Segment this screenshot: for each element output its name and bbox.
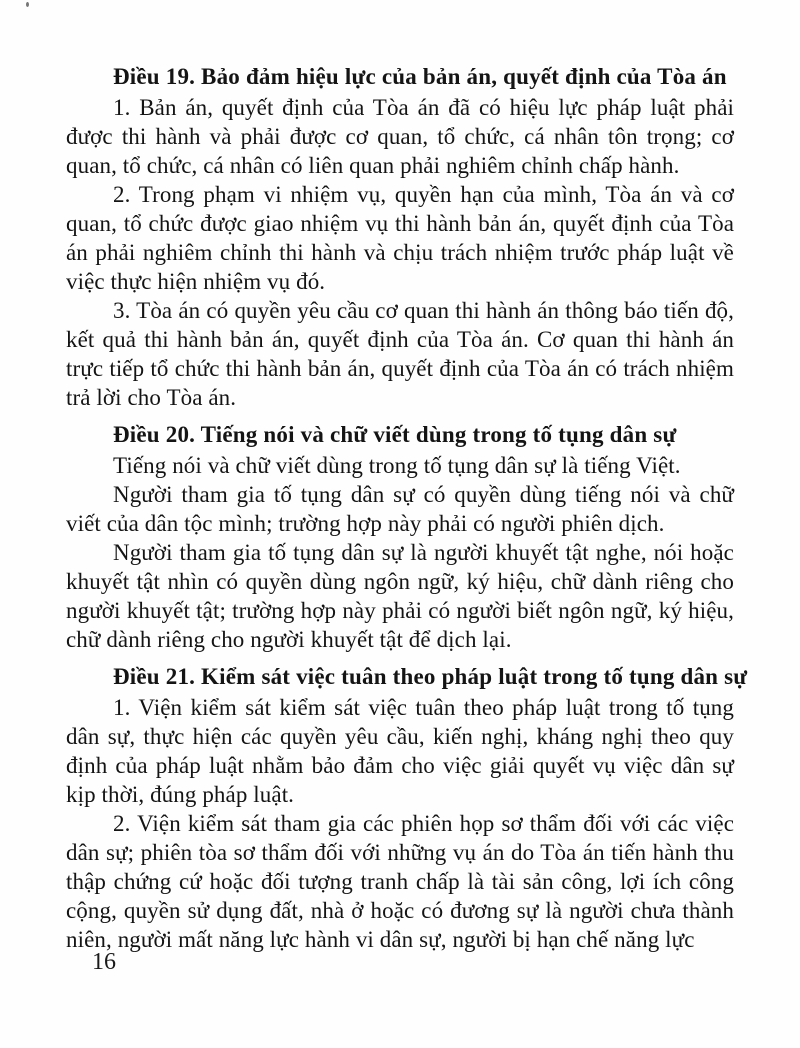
page-number: 16	[92, 949, 116, 975]
article-paragraph: 2. Viện kiểm sát tham gia các phiên họp sơ thẩm đối với các việc dân sự; phiên tòa sơ thẩm đối với những vụ án do Tòa án tiến hành thu thập chứng cứ hoặc đối tượng tranh chấp là tài sản công, lợi ích công cộng, quyền sử dụng đất, nhà ở hoặc có đương sự là người chưa thành niên, người mất năng lực hành vi dân sự, người bị hạn chế năng lực	[66, 811, 734, 952]
article-paragraph: Tiếng nói và chữ viết dùng trong tố tụng dân sự là tiếng Việt.	[113, 453, 681, 478]
article-paragraph: Người tham gia tố tụng dân sự là người khuyết tật nghe, nói hoặc khuyết tật nhìn có quyền dùng ngôn ngữ, ký hiệu, chữ dành riêng cho người khuyết tật; trường hợp này phải có người biết ngôn ngữ, ký hiệu, chữ dành riêng cho người khuyết tật để dịch lại.	[66, 540, 734, 652]
article-paragraph: 1. Bản án, quyết định của Tòa án đã có hiệu lực pháp luật phải được thi hành và phải được cơ quan, tổ chức, cá nhân tôn trọng; cơ quan, tổ chức, cá nhân có liên quan phải nghiêm chỉnh chấp hành.	[66, 95, 734, 178]
article-section-21	[66, 662, 748, 954]
article-paragraph: 3. Tòa án có quyền yêu cầu cơ quan thi hành án thông báo tiến độ, kết quả thi hành bản án, quyết định của Tòa án. Cơ quan thi hành án trực tiếp tổ chức thi hành bản án, quyết định của Tòa án có trách nhiệm trả lời cho Tòa án.	[66, 298, 734, 410]
article-paragraph: Người tham gia tố tụng dân sự có quyền dùng tiếng nói và chữ viết của dân tộc mình; trường hợp này phải có người phiên dịch.	[66, 482, 734, 536]
article-heading: Điều 20. Tiếng nói và chữ viết dùng trong tố tụng dân sự	[113, 422, 677, 447]
article-heading: Điều 19. Bảo đảm hiệu lực của bản án, quyết định của Tòa án	[113, 64, 727, 89]
article-heading: Điều 21. Kiểm sát việc tuân theo pháp luật trong tố tụng dân sự	[113, 664, 748, 689]
article-paragraph: 2. Trong phạm vi nhiệm vụ, quyền hạn của mình, Tòa án và cơ quan, tổ chức được giao nhiệm vụ thi hành bản án, quyết định của Tòa án phải nghiêm chỉnh thi hành và chịu trách nhiệm trước pháp luật về việc thực hiện nhiệm vụ đó.	[66, 182, 734, 294]
scan-speck	[26, 2, 29, 7]
article-paragraph: 1. Viện kiểm sát kiểm sát việc tuân theo pháp luật trong tố tụng dân sự, thực hiện các quyền yêu cầu, kiến nghị, kháng nghị theo quy định của pháp luật nhằm bảo đảm cho việc giải quyết vụ việc dân sự kịp thời, đúng pháp luật.	[66, 695, 734, 807]
article-section-20	[66, 420, 734, 654]
article-section-19	[66, 62, 734, 412]
